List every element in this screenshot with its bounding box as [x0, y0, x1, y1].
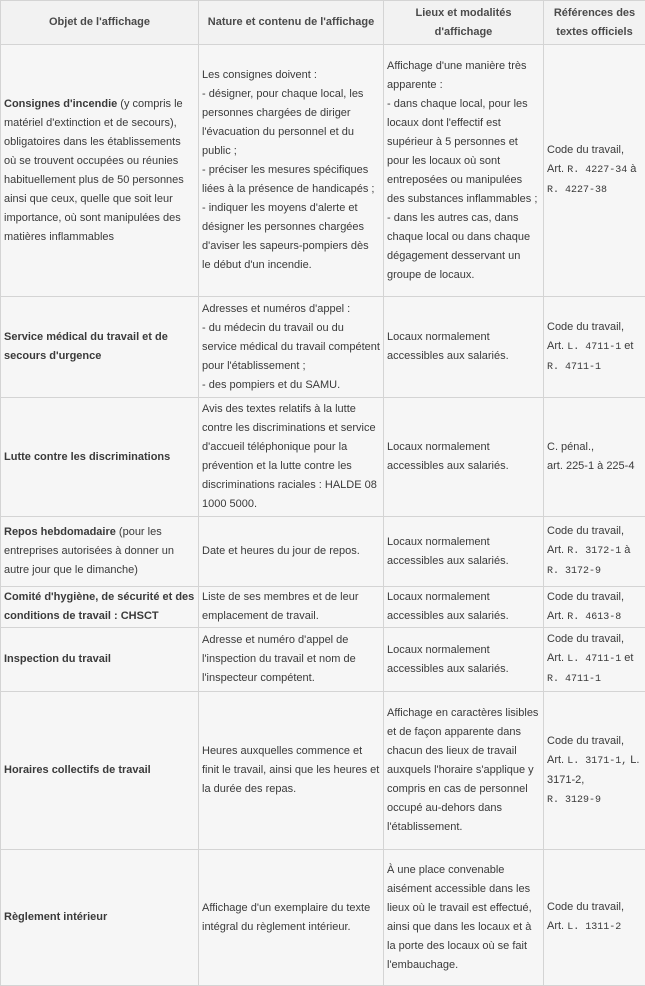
- cell-references: [544, 850, 645, 986]
- cell-nature: Les consignes doivent : - désigner, pour chaque local, les personnes chargées de diriger l'évacuation du personnel et du public ; - préciser les mesures spécifiques liées à la présence de handicapés ; - indiquer les moyens d'alerte et désigner les personnes chargées d'aviser les sapeurs-pompiers dès le début d'un incendie.: [199, 45, 384, 297]
- ref-code-name: Code du travail,: [547, 734, 625, 747]
- header-references: Références des textes officiels: [544, 1, 645, 45]
- subject-title: Repos hebdomadaire: [4, 526, 116, 538]
- subject-detail: (pour les entreprises autorisées à donner un autre jour que le dimanche): [4, 526, 174, 576]
- ref-code-1: R. 4227-34: [567, 165, 628, 176]
- cell-nature: Avis des textes relatifs à la lutte contre les discriminations et service d'accueil téléphonique pour la prévention et la lutte contre les discriminations raciales : HALDE 08 1000 5000.: [199, 398, 384, 517]
- subject-title: Horaires collectifs de travail: [4, 764, 151, 776]
- cell-references: [544, 517, 645, 587]
- table-row: [1, 297, 645, 398]
- header-objet: Objet de l'affichage: [1, 1, 199, 45]
- ref-code-name: Code du travail,: [547, 633, 625, 645]
- cell-objet: [1, 45, 199, 297]
- ref-article: Art.: [547, 652, 565, 664]
- ref-code-1: R. 4613-8: [567, 611, 622, 623]
- cell-nature: Date et heures du jour de repos.: [199, 517, 384, 587]
- ref-article: Art.: [547, 920, 565, 932]
- ref-code-name: Code du travail,: [547, 144, 625, 156]
- subject-title: Règlement intérieur: [4, 911, 108, 923]
- cell-nature: Affichage d'un exemplaire du texte intégral du règlement intérieur.: [199, 850, 384, 986]
- ref-code-1: L. 4711-1: [567, 654, 622, 665]
- table-row: [1, 517, 645, 587]
- ref-join: à: [624, 544, 631, 556]
- cell-lieux: Affichage en caractères lisibles et de façon apparente dans chacun des lieux de travail auxquels l'horaire s'applique y compris en cas de personnel occupé au-dehors dans l'établissement.: [384, 692, 544, 850]
- cell-lieux: À une place convenable aisément accessible dans les lieux où le travail est effectué, ainsi que dans les locaux et à la porte des locaux où se fait l'embauchage.: [384, 850, 544, 986]
- cell-lieux: Locaux normalement accessibles aux salariés.: [384, 587, 544, 628]
- cell-objet: [1, 297, 199, 398]
- cell-nature: Adresses et numéros d'appel : - du médecin du travail ou du service médical du travail compétent pour l'établissement ; - des pompiers et du SAMU.: [199, 297, 384, 398]
- ref-article: art. 225-1 à 225-4: [547, 459, 635, 472]
- ref-join: et: [624, 339, 634, 352]
- cell-lieux: Locaux normalement accessibles aux salariés.: [384, 628, 544, 692]
- cell-references: [544, 297, 645, 398]
- table-row: [1, 692, 645, 850]
- ref-code-2: R. 4711-1: [547, 361, 602, 373]
- header-row: [1, 1, 645, 45]
- ref-code-name: Code du travail,: [547, 901, 625, 913]
- ref-code-2: R. 3172-9: [547, 566, 602, 577]
- ref-join: et: [624, 652, 634, 664]
- ref-article: Art.: [547, 544, 565, 556]
- ref-code-name: Code du travail,: [547, 525, 625, 537]
- cell-nature: Heures auxquelles commence et finit le travail, ainsi que les heures et la durée des repas.: [199, 692, 384, 850]
- cell-references: [544, 45, 645, 297]
- ref-code-2: R. 4227-38: [547, 185, 608, 196]
- cell-lieux: Locaux normalement accessibles aux salariés.: [384, 398, 544, 517]
- ref-code-2: R. 3129-9: [547, 794, 602, 806]
- cell-objet: [1, 692, 199, 850]
- table-row: [1, 587, 645, 628]
- cell-objet: [1, 517, 199, 587]
- subject-title: Lutte contre les discriminations: [4, 450, 171, 463]
- header-nature: Nature et contenu de l'affichage: [199, 1, 384, 45]
- subject-title: Consignes d'incendie: [4, 97, 118, 110]
- ref-code-2: R. 4711-1: [547, 674, 602, 685]
- cell-objet: [1, 850, 199, 986]
- ref-code-1: R. 3172-1: [567, 546, 622, 557]
- ref-article: Art.: [547, 609, 565, 622]
- ref-join: L. 3171-2,: [547, 753, 640, 786]
- ref-article: Art.: [547, 339, 565, 352]
- table-row: [1, 45, 645, 297]
- cell-references: [544, 398, 645, 517]
- ref-code-1: L. 3171-1,: [567, 755, 628, 767]
- cell-objet: [1, 628, 199, 692]
- cell-references: [544, 587, 645, 628]
- ref-article: Art.: [547, 753, 565, 766]
- subject-detail: (y compris le matériel d'extinction et de secours), obligatoires dans les établissements où se trouvent occupées ou réunies habituellement plus de 50 personnes ainsi que ceux, quelle que soit leur importance, où sont manipulées des matières inflammables: [4, 97, 184, 243]
- ref-code-name: Code du travail,: [547, 590, 625, 603]
- ref-article: Art.: [547, 163, 565, 175]
- header-lieux: Lieux et modalités d'affichage: [384, 1, 544, 45]
- cell-nature: Adresse et numéro d'appel de l'inspection du travail et nom de l'inspecteur compétent.: [199, 628, 384, 692]
- ref-code-1: L. 4711-1: [567, 341, 622, 353]
- subject-title: Inspection du travail: [4, 653, 111, 665]
- subject-title: Service médical du travail et de secours d'urgence: [4, 331, 168, 362]
- cell-references: [544, 692, 645, 850]
- cell-lieux: Locaux normalement accessibles aux salariés.: [384, 297, 544, 398]
- table-row: [1, 398, 645, 517]
- cell-references: [544, 628, 645, 692]
- cell-nature: Liste de ses membres et de leur emplacement de travail.: [199, 587, 384, 628]
- cell-objet: [1, 587, 199, 628]
- table-row: [1, 850, 645, 986]
- subject-title: Comité d'hygiène, de sécurité et des conditions de travail : CHSCT: [4, 591, 195, 622]
- cell-objet: [1, 398, 199, 517]
- ref-code-name: C. pénal.,: [547, 440, 595, 453]
- table-row: [1, 628, 645, 692]
- cell-lieux: Locaux normalement accessibles aux salariés.: [384, 517, 544, 587]
- ref-code-1: L. 1311-2: [567, 922, 622, 933]
- cell-lieux: Affichage d'une manière très apparente : - dans chaque local, pour les locaux dont l'effectif est supérieur à 5 personnes et pour les locaux où sont entreposées ou manipulées des substances inflammables ; - dans les autres cas, dans chaque local ou dans chaque dégagement desservant un groupe de locaux.: [384, 45, 544, 297]
- ref-code-name: Code du travail,: [547, 320, 625, 333]
- ref-join: à: [630, 163, 637, 175]
